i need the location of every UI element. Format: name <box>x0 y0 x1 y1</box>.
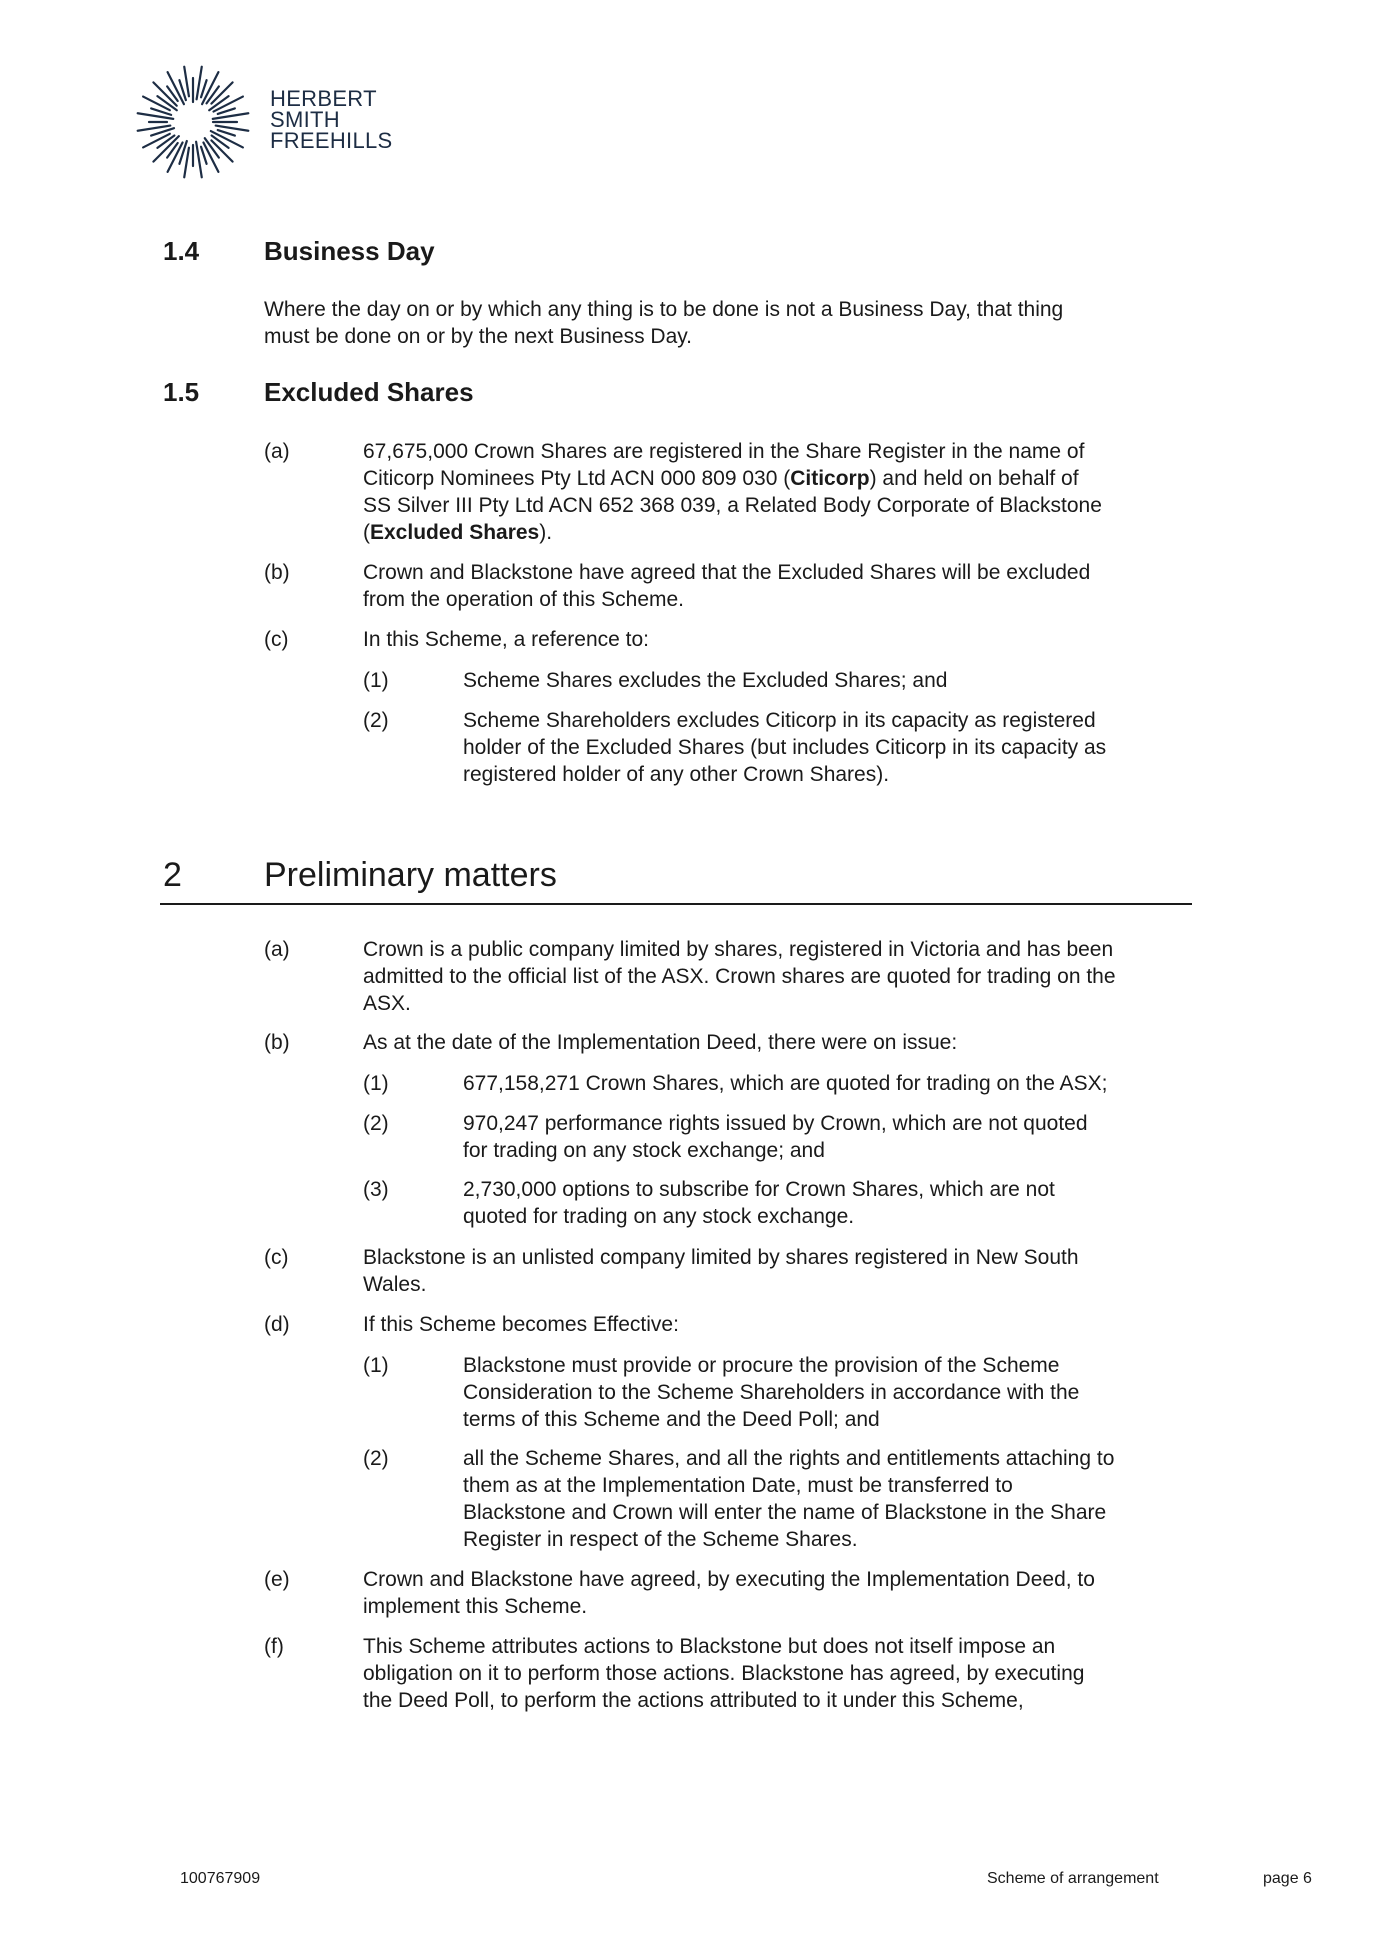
subclause-label: (2) <box>363 709 389 732</box>
footer-page-number: page 6 <box>1263 1870 1312 1887</box>
clause-2-d-text: If this Scheme becomes Effective: <box>363 1313 679 1336</box>
footer-doc-title: Scheme of arrangement <box>987 1870 1159 1887</box>
subclause-label: (2) <box>363 1112 389 1135</box>
firm-logo-icon <box>133 62 253 182</box>
logo-ray <box>184 148 189 178</box>
subclause-label: (1) <box>363 669 389 692</box>
section-1-4-title: Business Day <box>264 236 435 266</box>
defined-term: Excluded Shares <box>370 521 540 544</box>
subclause-label: (2) <box>363 1447 389 1470</box>
firm-logo-text <box>270 88 393 151</box>
clause-label: (f) <box>264 1635 284 1658</box>
subclause-label: (3) <box>363 1178 389 1201</box>
subclause-2-d-1-text: Blackstone must provide or procure the provision of the Scheme Consideration to the Scheme Shareholders in accordance with the terms of this Scheme and the Deed Poll; and <box>463 1354 1080 1431</box>
subclause-2-b-3-text: 2,730,000 options to subscribe for Crown Shares, which are not quoted for trading on any stock exchange. <box>463 1178 1055 1228</box>
clause-label: (b) <box>264 561 290 584</box>
section-1-5-number: 1.5 <box>163 377 200 407</box>
footer-doc-id: 100767909 <box>180 1870 261 1887</box>
clause-2-f-text: This Scheme attributes actions to Blackstone but does not itself impose an obligation on it to perform those actions. Blackstone has agreed, by executing the Deed Poll, to perform the actions attributed to it under this Scheme, <box>363 1635 1085 1712</box>
heading-rule <box>160 903 1192 905</box>
logo-line-3: FREEHILLS <box>270 128 393 153</box>
clause-2-c-text: Blackstone is an unlisted company limited by shares registered in New South Wales. <box>363 1246 1079 1296</box>
subclause-2-b-1-text: 677,158,271 Crown Shares, which are quoted for trading on the ASX; <box>463 1072 1108 1095</box>
logo-ray <box>184 67 189 97</box>
clause-2-e-text: Crown and Blackstone have agreed, by executing the Implementation Deed, to implement this Scheme. <box>363 1568 1095 1618</box>
clause-label: (a) <box>264 938 290 961</box>
clause-label: (b) <box>264 1031 290 1054</box>
section-2-title: Preliminary matters <box>264 856 557 894</box>
clause-2-a-text: Crown is a public company limited by shares, registered in Victoria and has been admitted to the official list of the ASX. Crown shares are quoted for trading on the ASX. <box>363 938 1116 1015</box>
logo-line-2: SMITH <box>270 107 340 132</box>
clause-1-5-c-text: In this Scheme, a reference to: <box>363 628 649 651</box>
clause-label: (c) <box>264 628 289 651</box>
clause-label: (e) <box>264 1568 290 1591</box>
subclause-1-5-c-1-text: Scheme Shares excludes the Excluded Shares; and <box>463 669 948 692</box>
clause-label: (c) <box>264 1246 289 1269</box>
section-2-number: 2 <box>163 856 182 894</box>
section-1-5-title: Excluded Shares <box>264 377 474 407</box>
clause-label: (a) <box>264 440 290 463</box>
defined-term: Citicorp <box>790 467 870 490</box>
subclause-label: (1) <box>363 1354 389 1377</box>
subclause-1-5-c-2-text: Scheme Shareholders excludes Citicorp in its capacity as registered holder of the Excluded Shares (but includes Citicorp in its capacity as registered holder of any other Crown Shares). <box>463 709 1107 786</box>
logo-line-1: HERBERT <box>270 86 377 111</box>
clause-1-5-b-text: Crown and Blackstone have agreed that the Excluded Shares will be excluded from the operation of this Scheme. <box>363 561 1091 611</box>
subclause-label: (1) <box>363 1072 389 1095</box>
clause-2-b-text: As at the date of the Implementation Deed, there were on issue: <box>363 1031 958 1054</box>
clause-label: (d) <box>264 1313 290 1336</box>
section-1-4-number: 1.4 <box>163 236 200 266</box>
subclause-2-b-2-text: 970,247 performance rights issued by Crown, which are not quoted for trading on any stock exchange; and <box>463 1112 1088 1162</box>
subclause-2-d-2-text: all the Scheme Shares, and all the rights and entitlements attaching to them as at the Implementation Date, must be transferred to Blackstone and Crown will enter the name of Blackstone in the Share Register in respect of the Scheme Shares. <box>463 1447 1115 1551</box>
section-1-4-body: Where the day on or by which any thing is to be done is not a Business Day, that thing must be done on or by the next Business Day. <box>264 298 1064 348</box>
clause-1-5-a-text: 67,675,000 Crown Shares are registered in the Share Register in the name of Citicorp Nominees Pty Ltd ACN 000 809 030 (Citicorp) and held on behalf of SS Silver III Pty Ltd ACN 652 368 039, a Related Body Corporate of Blackstone (Excluded Shares). <box>363 440 1102 544</box>
